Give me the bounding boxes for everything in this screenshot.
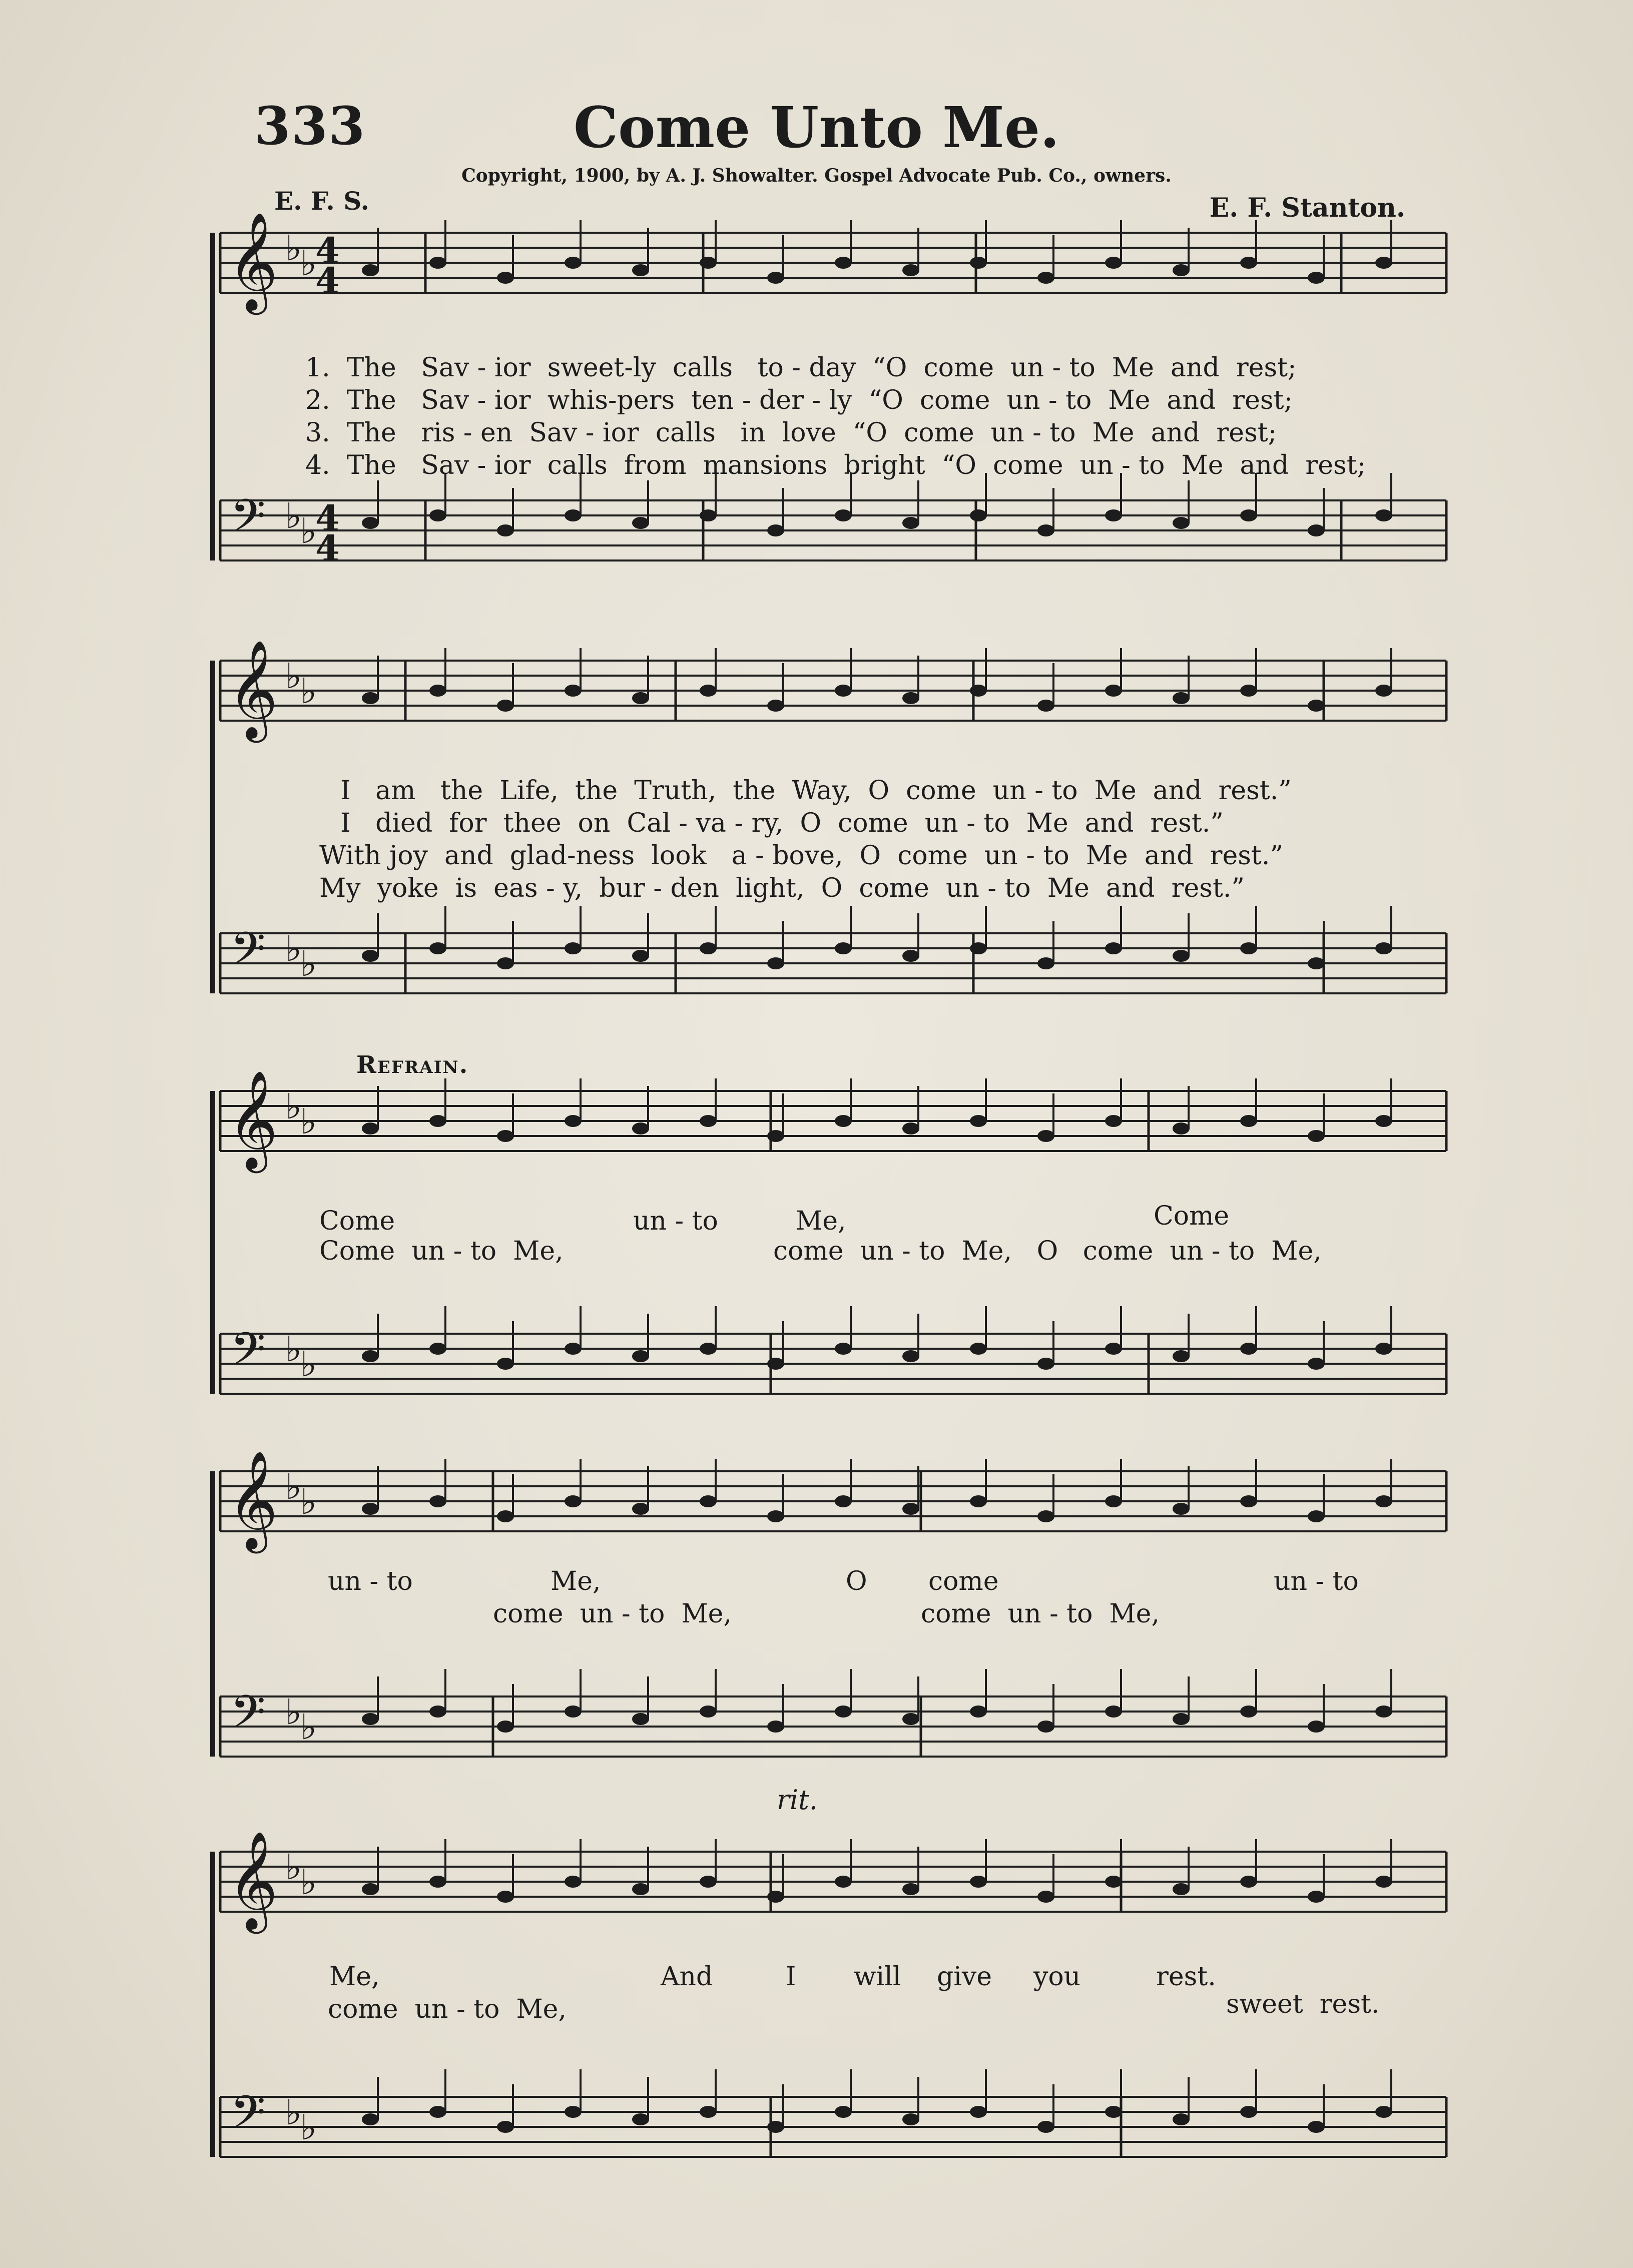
note-head	[835, 257, 852, 269]
note-head	[1308, 2121, 1325, 2133]
note-head	[835, 509, 852, 521]
refrain-word: rest.	[1156, 1962, 1216, 1992]
note-head	[700, 509, 717, 521]
treble-clef-icon: 𝄞	[228, 212, 278, 311]
note-head	[632, 1883, 649, 1895]
note-head	[429, 1706, 446, 1718]
note-head	[362, 1713, 379, 1725]
note-head	[1240, 509, 1257, 521]
note-head	[970, 509, 987, 521]
note-head	[1375, 257, 1392, 269]
note-head	[497, 1130, 514, 1142]
note-head	[1037, 1721, 1054, 1733]
note-head	[1240, 942, 1257, 954]
note-head	[362, 1350, 379, 1362]
refrain-word: And	[661, 1962, 713, 1992]
note-head	[970, 1115, 987, 1127]
verse-4-line-1: 4. The Sav - ior calls from mansions bright “O come un - to Me and rest;	[305, 450, 1366, 480]
flat-icon: ♭	[300, 1101, 317, 1142]
note-head	[1375, 685, 1392, 697]
note-head	[497, 524, 514, 536]
note-head	[1105, 1343, 1122, 1355]
note-head	[835, 685, 852, 697]
time-signature: 4	[315, 527, 340, 569]
note-head	[767, 1130, 784, 1142]
note-head	[970, 1495, 987, 1507]
note-head	[1037, 272, 1054, 284]
flat-icon: ♭	[285, 228, 302, 269]
note-head	[1037, 957, 1054, 969]
note-head	[970, 2106, 987, 2118]
note-head	[565, 1343, 582, 1355]
flat-icon: ♭	[300, 243, 317, 284]
note-head	[1308, 700, 1325, 712]
note-head	[1173, 1350, 1190, 1362]
time-signature: 4	[315, 497, 340, 539]
bass-clef-icon: 𝄢	[230, 489, 266, 553]
hymn-number: 333	[254, 95, 366, 157]
treble-clef-icon: 𝄞	[228, 1450, 278, 1549]
refrain-word: come	[928, 1566, 999, 1596]
note-head	[362, 1122, 379, 1135]
note-head	[1240, 1876, 1257, 1888]
treble-clef-icon: 𝄞	[228, 1831, 278, 1930]
lyricist-credit: E. F. S.	[274, 186, 369, 216]
refrain-word: Me,	[796, 1206, 846, 1236]
refrain-word: you	[1033, 1962, 1081, 1992]
verse-2-line-2: I died for thee on Cal - va - ry, O come un - to Me and rest.”	[340, 808, 1224, 838]
note-head	[902, 950, 919, 962]
refrain-word: give	[937, 1962, 992, 1992]
note-head	[497, 2121, 514, 2133]
note-head	[565, 257, 582, 269]
note-head	[429, 1343, 446, 1355]
note-head	[835, 1876, 852, 1888]
note-head	[429, 509, 446, 521]
note-head	[700, 257, 717, 269]
note-head	[1240, 1343, 1257, 1355]
refrain-word: I	[786, 1962, 796, 1992]
note-head	[565, 942, 582, 954]
note-head	[835, 2106, 852, 2118]
note-head	[429, 2106, 446, 2118]
time-signature: 4	[315, 260, 340, 301]
note-head	[1240, 685, 1257, 697]
note-head	[1308, 957, 1325, 969]
note-head	[565, 1706, 582, 1718]
note-head	[970, 1706, 987, 1718]
note-head	[767, 1510, 784, 1522]
note-head	[835, 1706, 852, 1718]
note-head	[1037, 1891, 1054, 1903]
refrain-word: will	[854, 1962, 901, 1992]
note-head	[767, 272, 784, 284]
note-head	[902, 1713, 919, 1725]
note-head	[632, 1503, 649, 1515]
bass-clef-icon: 𝄢	[230, 1323, 266, 1387]
flat-icon: ♭	[300, 2107, 317, 2148]
note-head	[1037, 1130, 1054, 1142]
note-head	[429, 1876, 446, 1888]
note-head	[497, 1510, 514, 1522]
note-head	[1308, 1891, 1325, 1903]
flat-icon: ♭	[300, 1707, 317, 1748]
note-head	[565, 1115, 582, 1127]
note-head	[497, 1891, 514, 1903]
note-head	[497, 700, 514, 712]
note-head	[1105, 2106, 1122, 2118]
note-head	[1037, 1510, 1054, 1522]
note-head	[970, 1876, 987, 1888]
note-head	[1105, 509, 1122, 521]
flat-icon: ♭	[285, 2092, 302, 2133]
refrain-word: sweet rest.	[1226, 1989, 1380, 2019]
note-head	[767, 2121, 784, 2133]
note-head	[429, 257, 446, 269]
note-head	[362, 1503, 379, 1515]
note-head	[767, 1358, 784, 1370]
note-head	[429, 1495, 446, 1507]
note-head	[362, 950, 379, 962]
verse-4-line-2: My yoke is eas - y, bur - den light, O come un - to Me and rest.”	[319, 873, 1245, 903]
note-head	[1375, 1343, 1392, 1355]
note-head	[362, 692, 379, 704]
note-head	[565, 1876, 582, 1888]
note-head	[1173, 1503, 1190, 1515]
note-head	[497, 1721, 514, 1733]
flat-icon: ♭	[300, 510, 317, 551]
flat-icon: ♭	[300, 1481, 317, 1522]
note-head	[1240, 1495, 1257, 1507]
note-head	[1037, 2121, 1054, 2133]
note-head	[1173, 1713, 1190, 1725]
note-head	[835, 1115, 852, 1127]
composer-credit: E. F. Stanton.	[1209, 193, 1405, 223]
note-head	[902, 1503, 919, 1515]
note-head	[429, 685, 446, 697]
refrain-word: Me,	[551, 1566, 601, 1596]
note-head	[835, 1343, 852, 1355]
note-head	[1105, 685, 1122, 697]
note-head	[700, 1876, 717, 1888]
note-head	[1037, 1358, 1054, 1370]
note-head	[1105, 1876, 1122, 1888]
note-head	[1375, 1115, 1392, 1127]
note-head	[632, 1713, 649, 1725]
note-head	[902, 2113, 919, 2125]
time-signature: 4	[315, 230, 340, 271]
note-head	[429, 1115, 446, 1127]
flat-icon: ♭	[300, 1344, 317, 1385]
note-head	[497, 1358, 514, 1370]
note-head	[1375, 1495, 1392, 1507]
verse-1-line-1: 1. The Sav - ior sweet-ly calls to - day “O come un - to Me and rest;	[305, 353, 1297, 383]
note-head	[632, 950, 649, 962]
flat-icon: ♭	[285, 1691, 302, 1733]
flat-icon: ♭	[285, 1847, 302, 1888]
note-head	[497, 272, 514, 284]
note-head	[497, 957, 514, 969]
refrain-word: Come un - to Me,	[319, 1236, 564, 1266]
verse-3-line-2: With joy and glad-ness look a - bove, O come un - to Me and rest.”	[319, 841, 1283, 871]
note-head	[632, 264, 649, 276]
note-head	[1173, 1122, 1190, 1135]
flat-icon: ♭	[285, 656, 302, 697]
refrain-word: O	[846, 1566, 867, 1596]
note-head	[700, 1495, 717, 1507]
note-head	[1240, 2106, 1257, 2118]
note-head	[1375, 942, 1392, 954]
verse-1-line-2: I am the Life, the Truth, the Way, O come un - to Me and rest.”	[340, 776, 1292, 806]
note-head	[970, 685, 987, 697]
refrain-word: come un - to Me,	[921, 1599, 1160, 1629]
refrain-word: come un - to Me,	[328, 1994, 567, 2024]
note-head	[1375, 1876, 1392, 1888]
note-head	[1173, 264, 1190, 276]
flat-icon: ♭	[300, 1862, 317, 1903]
note-head	[767, 957, 784, 969]
note-head	[767, 1721, 784, 1733]
bass-clef-icon: 𝄢	[230, 1685, 266, 1750]
note-head	[632, 517, 649, 529]
flat-icon: ♭	[300, 671, 317, 712]
note-head	[1308, 1510, 1325, 1522]
flat-icon: ♭	[285, 1329, 302, 1370]
note-head	[362, 517, 379, 529]
note-head	[767, 524, 784, 536]
note-head	[362, 264, 379, 276]
hymn-title: Come Unto Me.	[573, 95, 1060, 161]
refrain-word: come un - to Me,	[493, 1599, 732, 1629]
note-head	[767, 700, 784, 712]
note-head	[700, 1115, 717, 1127]
flat-icon: ♭	[285, 1086, 302, 1127]
note-head	[565, 509, 582, 521]
note-head	[362, 1883, 379, 1895]
refrain-word: Come	[1154, 1201, 1230, 1231]
note-head	[1375, 1706, 1392, 1718]
flat-icon: ♭	[285, 495, 302, 536]
note-head	[565, 2106, 582, 2118]
note-head	[700, 1343, 717, 1355]
bass-clef-icon: 𝄢	[230, 2086, 266, 2150]
note-head	[1105, 942, 1122, 954]
note-head	[1173, 1883, 1190, 1895]
note-head	[632, 1350, 649, 1362]
note-head	[1105, 257, 1122, 269]
note-head	[1173, 2113, 1190, 2125]
flat-icon: ♭	[285, 1466, 302, 1507]
note-head	[1375, 509, 1392, 521]
refrain-word: Come	[319, 1206, 395, 1236]
note-head	[1105, 1115, 1122, 1127]
note-head	[1173, 950, 1190, 962]
note-head	[1173, 517, 1190, 529]
note-head	[1240, 257, 1257, 269]
refrain-label: Refrain.	[356, 1051, 469, 1079]
flat-icon: ♭	[285, 928, 302, 969]
refrain-word: un - to	[1274, 1566, 1359, 1596]
note-head	[632, 2113, 649, 2125]
note-head	[1037, 524, 1054, 536]
refrain-word: un - to	[328, 1566, 413, 1596]
note-head	[700, 942, 717, 954]
flat-icon: ♭	[300, 943, 317, 984]
note-head	[1308, 1358, 1325, 1370]
note-head	[835, 1495, 852, 1507]
note-head	[835, 942, 852, 954]
note-head	[700, 685, 717, 697]
note-head	[902, 1350, 919, 1362]
note-head	[632, 1122, 649, 1135]
ritardando-marking: rit.	[777, 1784, 818, 1816]
copyright-notice: Copyright, 1900, by A. J. Showalter. Gospel Advocate Pub. Co., owners.	[461, 165, 1172, 186]
note-head	[767, 1891, 784, 1903]
note-head	[1308, 524, 1325, 536]
note-head	[1308, 1130, 1325, 1142]
note-head	[970, 257, 987, 269]
note-head	[1173, 692, 1190, 704]
note-head	[429, 942, 446, 954]
note-head	[970, 1343, 987, 1355]
note-head	[970, 942, 987, 954]
note-head	[1308, 1721, 1325, 1733]
note-head	[902, 264, 919, 276]
note-head	[362, 2113, 379, 2125]
bass-clef-icon: 𝄢	[230, 922, 266, 986]
note-head	[902, 1122, 919, 1135]
note-head	[902, 1883, 919, 1895]
note-head	[1037, 700, 1054, 712]
note-head	[632, 692, 649, 704]
refrain-word: un - to	[633, 1206, 718, 1236]
treble-clef-icon: 𝄞	[228, 1070, 278, 1169]
note-head	[1240, 1706, 1257, 1718]
note-head	[700, 2106, 717, 2118]
note-head	[1375, 2106, 1392, 2118]
treble-clef-icon: 𝄞	[228, 640, 278, 739]
verse-3-line-1: 3. The ris - en Sav - ior calls in love “O come un - to Me and rest;	[305, 418, 1277, 448]
refrain-word: come un - to Me, O come un - to Me,	[773, 1236, 1322, 1266]
verse-2-line-1: 2. The Sav - ior whis-pers ten - der - ly “O come un - to Me and rest;	[305, 385, 1293, 415]
note-head	[1308, 272, 1325, 284]
note-head	[565, 685, 582, 697]
note-head	[902, 517, 919, 529]
note-head	[1105, 1495, 1122, 1507]
note-head	[1240, 1115, 1257, 1127]
note-head	[700, 1706, 717, 1718]
refrain-word: Me,	[329, 1962, 380, 1992]
note-head	[1105, 1706, 1122, 1718]
note-head	[565, 1495, 582, 1507]
note-head	[902, 692, 919, 704]
